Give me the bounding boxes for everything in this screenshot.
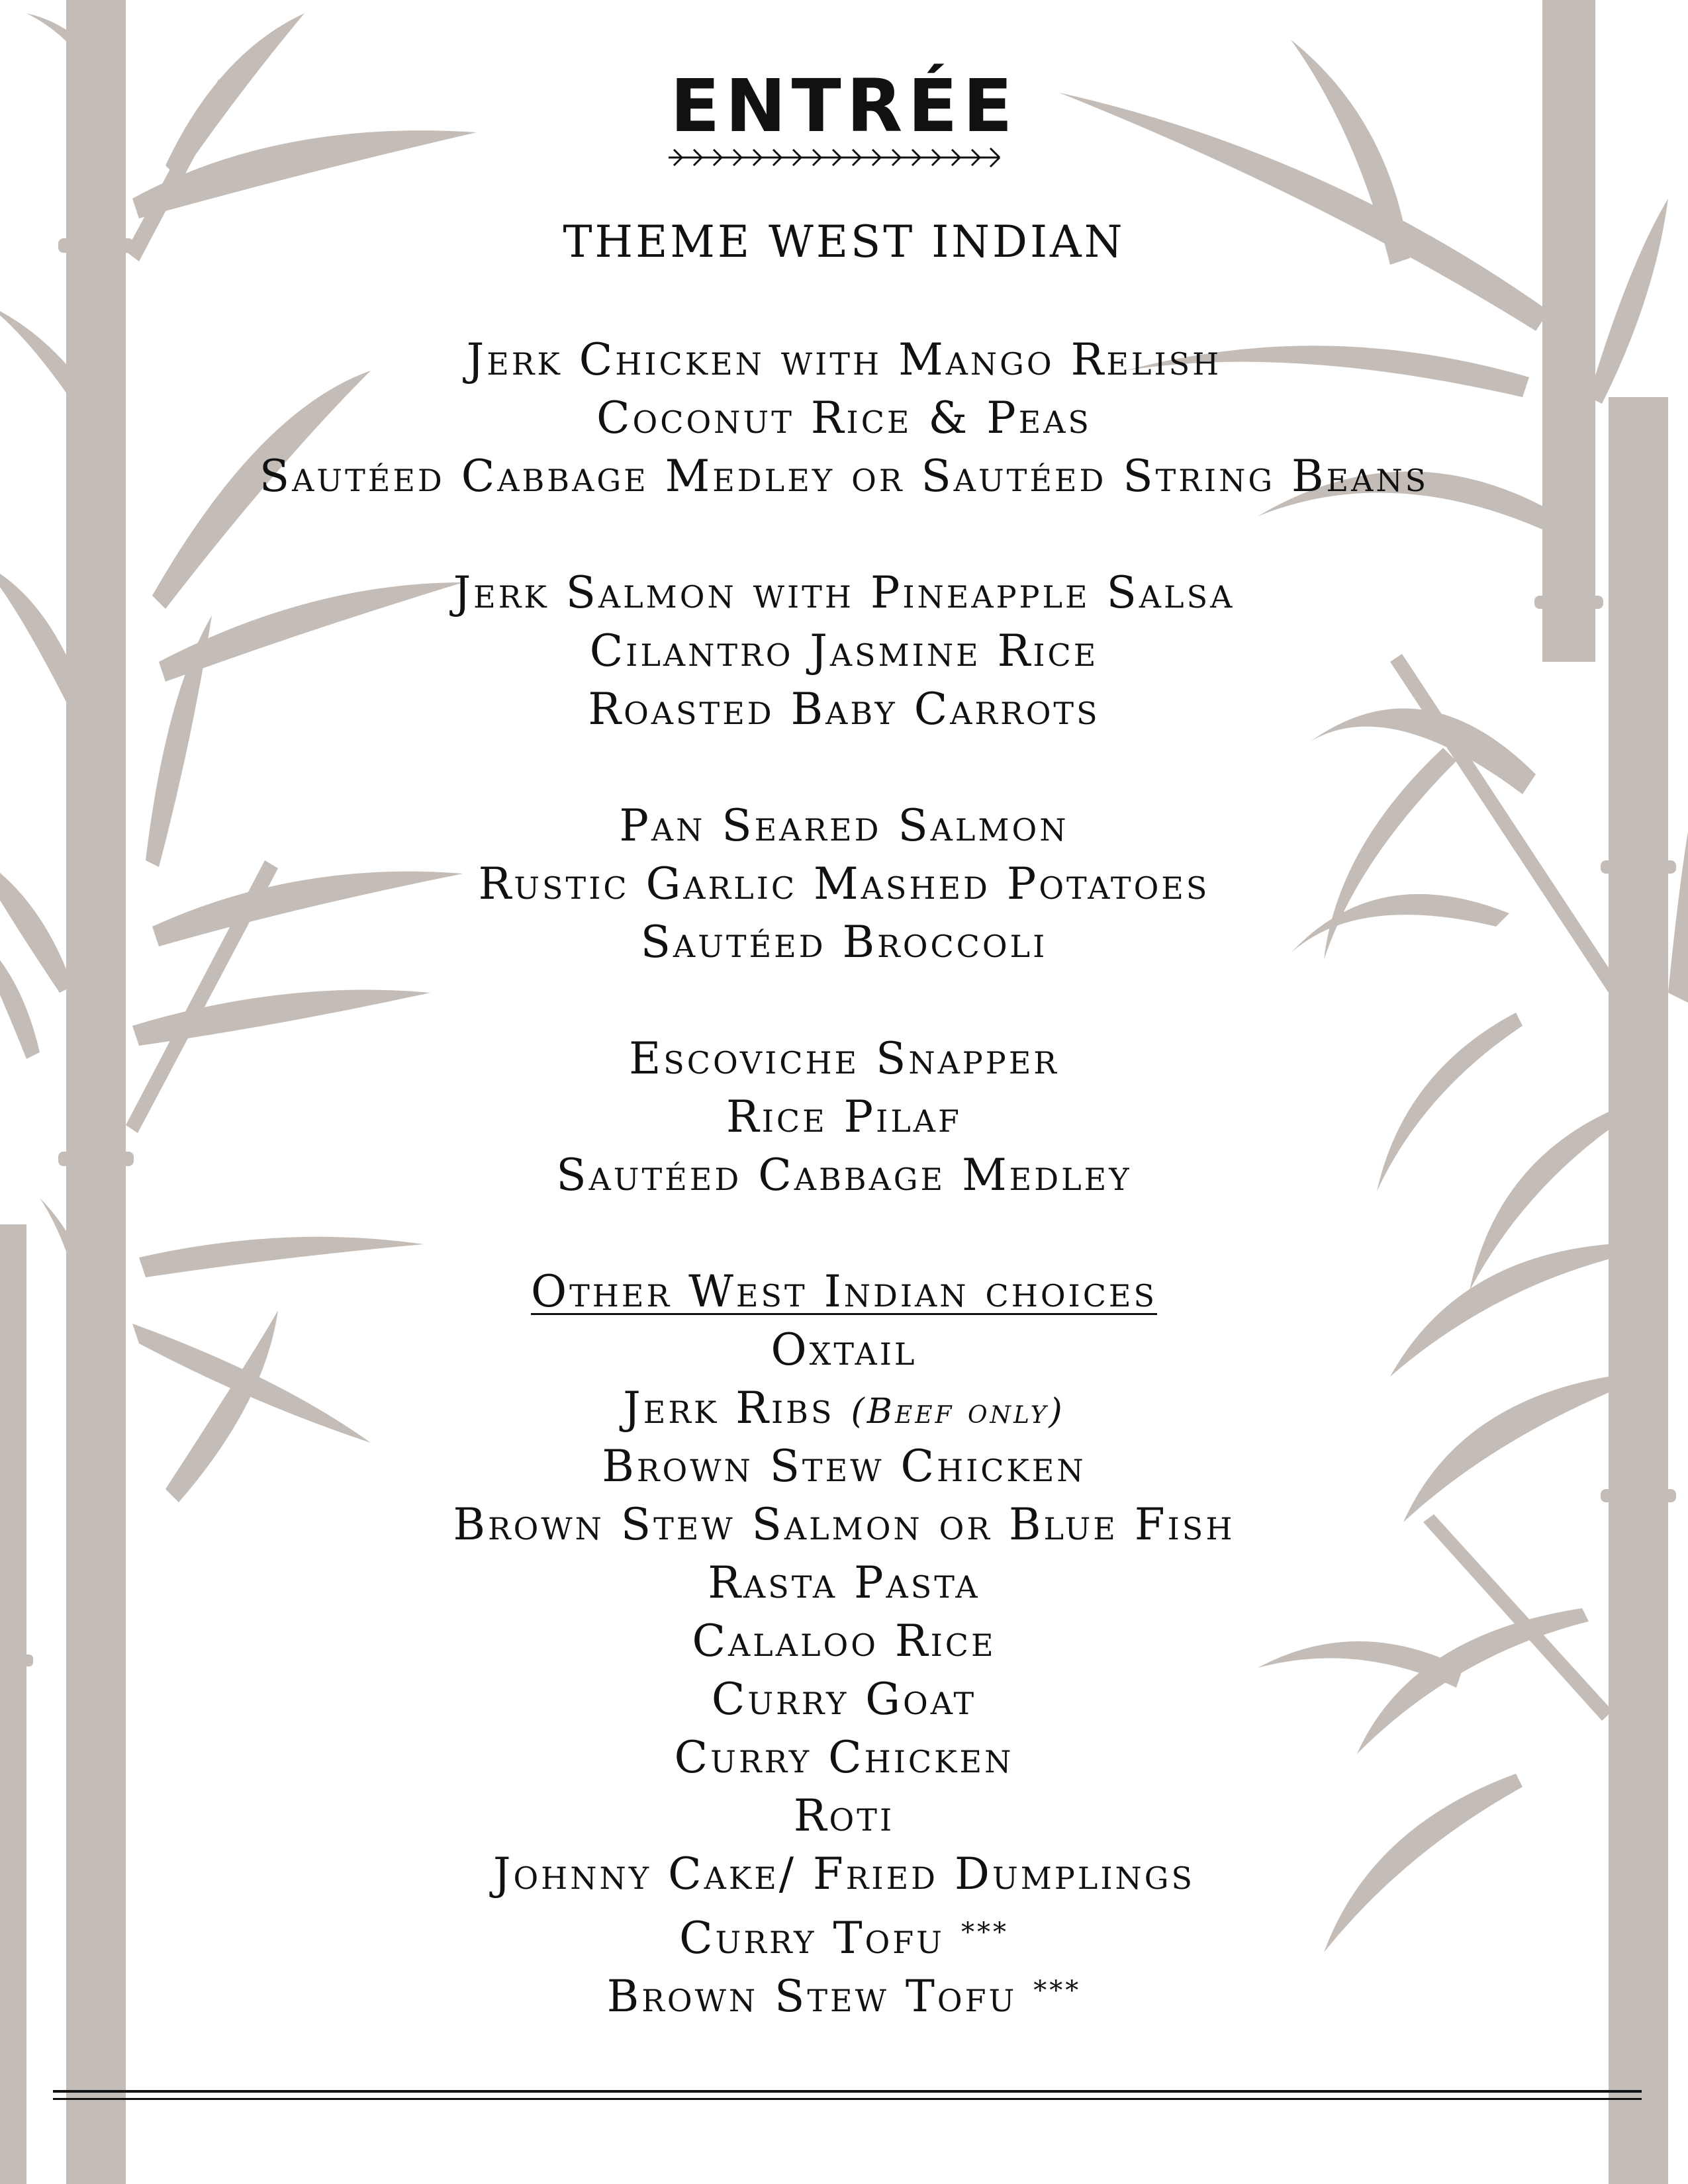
menu-item: Sautéed Cabbage Medley or Sautéed String Beans (259, 451, 1429, 502)
laurel-arrow-ornament-icon (662, 144, 1006, 171)
menu-item: Escoviche Snapper (629, 1033, 1059, 1084)
page-title: ENTRÉE (670, 64, 1018, 148)
menu-item: Sautéed Cabbage Medley (556, 1150, 1132, 1201)
menu-item: Curry Chicken (674, 1732, 1014, 1783)
theme-heading: THEME WEST INDIAN (563, 216, 1125, 267)
menu-item: Roasted Baby Carrots (588, 684, 1100, 735)
menu-item: Johnny Cake/ Fried Dumplings (492, 1848, 1195, 1899)
menu-item-note: (Beef only) (851, 1392, 1065, 1432)
menu-item: Brown Stew Salmon or Blue Fish (453, 1499, 1235, 1550)
menu-item: Curry Goat (711, 1674, 977, 1725)
footer-rule-bottom (53, 2098, 1642, 2100)
menu-item: Rustic Garlic Mashed Potatoes (478, 858, 1210, 909)
menu-item: Roti (793, 1790, 895, 1841)
menu-item: Jerk Salmon with Pineapple Salsa (453, 567, 1235, 618)
footer-rule-top (53, 2090, 1642, 2093)
menu-item: Brown Stew Chicken (602, 1441, 1086, 1492)
menu-item: Sautéed Broccoli (640, 917, 1048, 968)
menu-item-label: Brown Stew Tofu (606, 1971, 1017, 2022)
menu-item: Rasta Pasta (708, 1557, 980, 1608)
asterisk-mark: *** (1033, 1976, 1082, 2006)
menu-item-label: Jerk Ribs (623, 1383, 835, 1433)
menu-item: Jerk Chicken with Mango Relish (466, 334, 1222, 385)
menu-item-label: Curry Tofu (679, 1913, 945, 1964)
asterisk-mark: *** (961, 1917, 1009, 1948)
menu-item: Oxtail (771, 1324, 917, 1375)
other-choices-heading: Other West Indian choices (531, 1266, 1157, 1317)
menu-item-curry-tofu (0, 1903, 1688, 1968)
menu-item: Calaloo Rice (692, 1615, 996, 1666)
menu-item: Rice Pilaf (726, 1091, 962, 1142)
menu-item-brown-stew-tofu (0, 1962, 1688, 2026)
menu-item: Pan Seared Salmon (619, 800, 1069, 851)
menu-item: Coconut Rice & Peas (596, 392, 1092, 443)
menu-item-jerk-ribs (0, 1379, 1688, 1441)
menu-item: Cilantro Jasmine Rice (589, 625, 1099, 676)
